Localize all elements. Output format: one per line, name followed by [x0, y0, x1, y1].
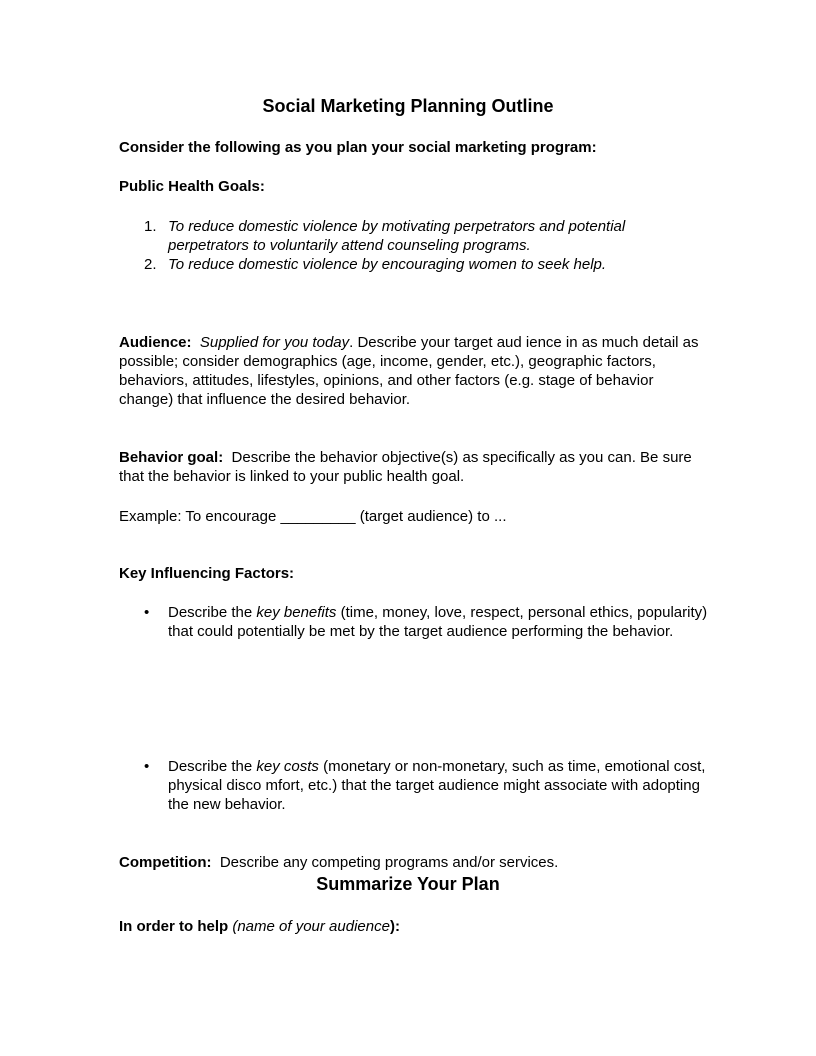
goal-1-text: To reduce domestic violence by motivating perpetrators and potential perpetrators to voluntarily attend counseling programs.	[168, 218, 626, 254]
behavior-paragraph	[119, 448, 699, 486]
benefits-bullet: •	[144, 604, 150, 621]
benefits-pre: Describe the	[168, 604, 257, 621]
goal-2-number: 2.	[144, 256, 157, 273]
audience-supplied: Supplied for you today	[199, 334, 350, 351]
behavior-text: Describe the behavior objective(s) as specifically as you can. Be sure that the behavior is linked to your public health goal.	[119, 449, 692, 485]
competition-text: Describe any competing programs and/or services.	[219, 854, 559, 871]
help-end: ):	[389, 918, 400, 935]
competition-label: Competition:	[119, 854, 212, 871]
page-title: Social Marketing Planning Outline	[262, 96, 554, 116]
goal-2-text: To reduce domestic violence by encouraging women to seek help.	[168, 256, 607, 273]
behavior-label: Behavior goal:	[119, 449, 224, 466]
help-audience: (name of your audience	[232, 918, 390, 935]
benefits-em: key benefits	[256, 604, 337, 621]
costs-pre: Describe the	[168, 758, 257, 775]
costs-em: key costs	[256, 758, 319, 775]
benefits-text	[168, 603, 708, 641]
benefits-post: (time, money, love, respect, personal ethics, popularity) that could potentially be met by the target audience performing the behavior.	[168, 604, 708, 640]
intro-text: Consider the following as you plan your social marketing program:	[119, 139, 597, 156]
goals-heading: Public Health Goals:	[119, 178, 265, 195]
factors-heading: Key Influencing Factors:	[119, 565, 295, 582]
audience-paragraph	[119, 333, 699, 409]
summary-heading: Summarize Your Plan	[316, 874, 500, 894]
goal-1-number: 1.	[144, 218, 157, 235]
costs-text	[168, 757, 708, 814]
competition-line	[119, 853, 558, 872]
help-line	[119, 917, 400, 936]
costs-bullet: •	[144, 758, 150, 775]
audience-label: Audience:	[119, 334, 192, 351]
audience-text: . Describe your target aud ience in as much detail as possible; consider demographics (age, income, gender, etc.), geographic factors, behaviors, attitudes, lifestyles, opinions, and other factors (e.g. stage of behavior change) that influence the desired behavior.	[119, 334, 699, 408]
help-label: In order to help	[119, 918, 233, 935]
costs-post: (monetary or non-monetary, such as time, emotional cost, physical disco mfort, etc.) that the target audience might associate with adopting the new behavior.	[168, 758, 706, 813]
behavior-example: Example: To encourage _________ (target audience) to ...	[119, 508, 507, 525]
